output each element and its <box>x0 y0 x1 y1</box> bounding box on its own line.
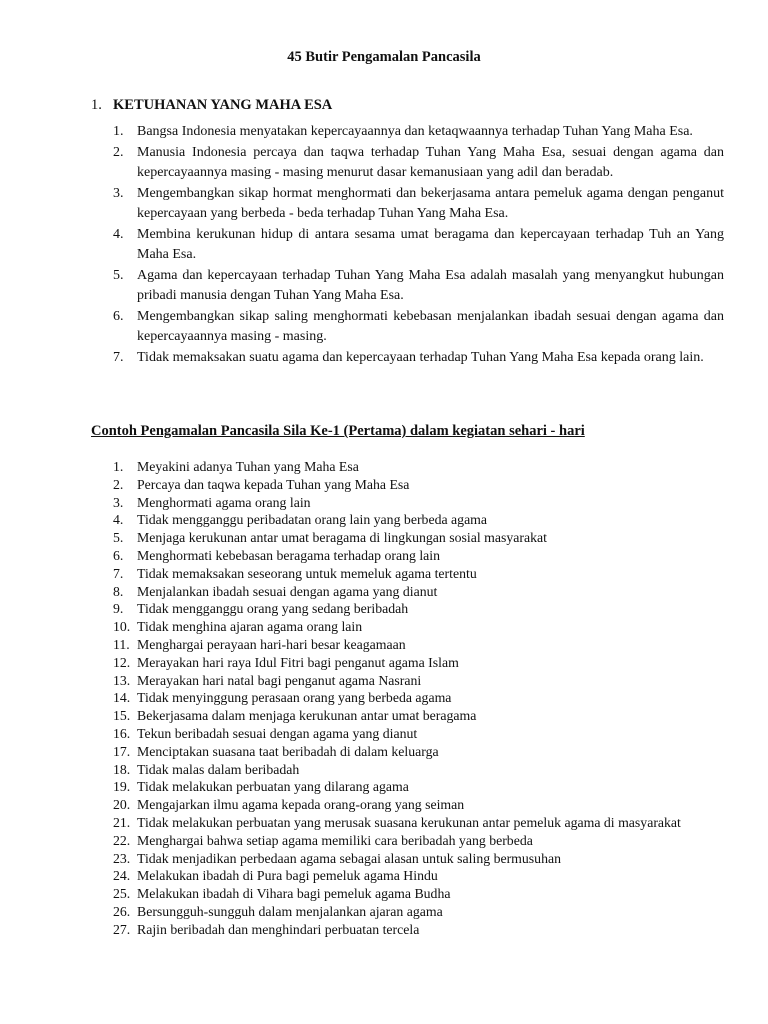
example-item <box>113 476 724 494</box>
example-item-number: 9. <box>113 601 124 617</box>
example-item <box>113 618 724 636</box>
example-item-text: Melakukan ibadah di Pura bagi pemeluk agama Hindu <box>137 868 438 884</box>
example-item-number: 20. <box>113 797 131 813</box>
principle-item <box>113 184 724 225</box>
principle-item <box>113 348 724 369</box>
example-item-text: Tekun beribadah sesuai dengan agama yang dianut <box>137 725 418 741</box>
examples-heading: Contoh Pengamalan Pancasila Sila Ke-1 (Pertama) dalam kegiatan sehari - hari <box>91 423 585 439</box>
principle-item-text: Manusia Indonesia percaya dan taqwa terhadap Tuhan Yang Maha Esa, sesuai dengan agama dan kepercayaannya masing - masing menurut dasar kemanusiaan yang adil dan beradab. <box>137 144 724 180</box>
example-item-number: 2. <box>113 476 124 492</box>
example-item-text: Bekerjasama dalam menjaga kerukunan antar umat beragama <box>137 708 477 724</box>
section-heading <box>91 95 332 115</box>
example-item-number: 11. <box>113 636 130 652</box>
principle-item-text: Mengembangkan sikap saling menghormati kebebasan menjalankan ibadah sesuai dengan agama dan kepercayaannya masing - masing. <box>137 308 724 344</box>
example-item-number: 3. <box>113 494 124 510</box>
example-item-number: 14. <box>113 690 131 706</box>
example-item <box>113 725 724 743</box>
example-item <box>113 903 724 921</box>
example-item-text: Rajin beribadah dan menghindari perbuatan tercela <box>137 921 420 937</box>
example-item-number: 17. <box>113 743 131 759</box>
example-item-number: 1. <box>113 459 124 474</box>
example-item-number: 22. <box>113 832 131 848</box>
example-item <box>113 565 724 583</box>
example-item-text: Menghormati kebebasan beragama terhadap orang lain <box>137 547 441 563</box>
principle-item <box>113 225 724 266</box>
example-item <box>113 832 724 850</box>
example-item <box>113 547 724 565</box>
example-item-number: 19. <box>113 779 131 795</box>
example-item-number: 27. <box>113 921 131 937</box>
example-item-text: Merayakan hari raya Idul Fitri bagi penganut agama Islam <box>137 654 459 670</box>
example-item-number: 4. <box>113 512 124 528</box>
example-item-number: 7. <box>113 565 124 581</box>
example-item-text: Tidak melakukan perbuatan yang merusak suasana kerukunan antar pemeluk agama di masyarakat <box>137 814 681 830</box>
example-item <box>113 654 724 672</box>
principles-list <box>113 122 724 368</box>
example-item-text: Menghormati agama orang lain <box>137 494 311 510</box>
principle-item-number: 2. <box>113 144 124 160</box>
principle-item-number: 5. <box>113 267 124 283</box>
example-item-text: Tidak melakukan perbuatan yang dilarang agama <box>137 779 409 795</box>
example-item <box>113 743 724 761</box>
example-item-text: Menghargai bahwa setiap agama memiliki cara beribadah yang berbeda <box>137 832 533 848</box>
principle-item-text: Tidak memaksakan suatu agama dan kepercayaan terhadap Tuhan Yang Maha Esa kepada orang lain. <box>137 349 704 365</box>
example-item-number: 12. <box>113 654 131 670</box>
example-item-text: Menjaga kerukunan antar umat beragama di lingkungan sosial masyarakat <box>137 530 547 546</box>
example-item-text: Tidak mengganggu peribadatan orang lain yang berbeda agama <box>137 512 488 528</box>
example-item-number: 26. <box>113 903 131 919</box>
example-item <box>113 921 724 939</box>
example-item-text: Tidak menjadikan perbedaan agama sebagai alasan untuk saling bermusuhan <box>137 850 561 866</box>
example-item <box>113 867 724 885</box>
example-item <box>113 778 724 796</box>
example-item-text: Bersungguh-sungguh dalam menjalankan ajaran agama <box>137 903 443 919</box>
example-item <box>113 672 724 690</box>
principle-item-number: 4. <box>113 226 124 242</box>
principle-item-number: 1. <box>113 124 124 139</box>
example-item <box>113 707 724 725</box>
section-heading-text: KETUHANAN YANG MAHA ESA <box>113 97 333 113</box>
example-item-number: 21. <box>113 814 131 830</box>
example-item <box>113 796 724 814</box>
example-item <box>113 689 724 707</box>
examples-list <box>113 458 724 939</box>
principle-item-text: Bangsa Indonesia menyatakan kepercayaannya dan ketaqwaannya terhadap Tuhan Yang Maha Esa. <box>137 124 693 139</box>
example-item <box>113 529 724 547</box>
example-item-text: Tidak memaksakan seseorang untuk memeluk agama tertentu <box>137 565 477 581</box>
example-item-number: 18. <box>113 761 131 777</box>
example-item-number: 13. <box>113 672 131 688</box>
example-item <box>113 458 724 476</box>
example-item-number: 5. <box>113 530 124 546</box>
example-item-number: 23. <box>113 850 131 866</box>
example-item <box>113 636 724 654</box>
example-item <box>113 814 724 832</box>
example-item-text: Meyakini adanya Tuhan yang Maha Esa <box>137 459 359 474</box>
example-item-number: 25. <box>113 886 131 902</box>
example-item-number: 10. <box>113 619 131 635</box>
example-item-number: 16. <box>113 725 131 741</box>
example-item <box>113 600 724 618</box>
example-item-text: Mengajarkan ilmu agama kepada orang-orang yang seiman <box>137 797 465 813</box>
principle-item-text: Agama dan kepercayaan terhadap Tuhan Yang Maha Esa adalah masalah yang menyangkut hubungan pribadi manusia dengan Tuhan Yang Maha Esa. <box>137 267 724 303</box>
example-item-number: 24. <box>113 868 131 884</box>
example-item-text: Menjalankan ibadah sesuai dengan agama yang dianut <box>137 583 438 599</box>
example-item-text: Percaya dan taqwa kepada Tuhan yang Maha Esa <box>137 476 410 492</box>
principle-item <box>113 266 724 307</box>
example-item-number: 8. <box>113 583 124 599</box>
example-item <box>113 761 724 779</box>
example-item <box>113 583 724 601</box>
example-item <box>113 494 724 512</box>
principle-item-text: Membina kerukunan hidup di antara sesama umat beragama dan kepercayaan terhadap Tuh an Yang Maha Esa. <box>137 226 724 262</box>
section-number: 1. <box>91 97 102 113</box>
principle-item <box>113 307 724 348</box>
page-title: 45 Butir Pengamalan Pancasila <box>287 49 481 65</box>
principle-item-number: 7. <box>113 349 124 365</box>
principle-item-number: 6. <box>113 308 124 324</box>
example-item-text: Merayakan hari natal bagi penganut agama Nasrani <box>137 672 422 688</box>
example-item <box>113 511 724 529</box>
example-item <box>113 885 724 903</box>
example-item-text: Melakukan ibadah di Vihara bagi pemeluk agama Budha <box>137 886 451 902</box>
example-item <box>113 850 724 868</box>
example-item-number: 15. <box>113 708 131 724</box>
example-item-text: Tidak menghina ajaran agama orang lain <box>137 619 363 635</box>
example-item-text: Tidak menyinggung perasaan orang yang berbeda agama <box>137 690 452 706</box>
example-item-number: 6. <box>113 547 124 563</box>
example-item-text: Menciptakan suasana taat beribadah di dalam keluarga <box>137 743 439 759</box>
example-item-text: Menghargai perayaan hari-hari besar keagamaan <box>137 636 406 652</box>
example-item-text: Tidak mengganggu orang yang sedang beribadah <box>137 601 409 617</box>
principle-item-number: 3. <box>113 185 124 201</box>
principle-item <box>113 143 724 184</box>
principle-item <box>113 122 724 143</box>
example-item-text: Tidak malas dalam beribadah <box>137 761 300 777</box>
principle-item-text: Mengembangkan sikap hormat menghormati dan bekerjasama antara pemeluk agama dengan penganut kepercayaan yang berbeda - beda terhadap Tuhan Yang Maha Esa. <box>137 185 724 221</box>
